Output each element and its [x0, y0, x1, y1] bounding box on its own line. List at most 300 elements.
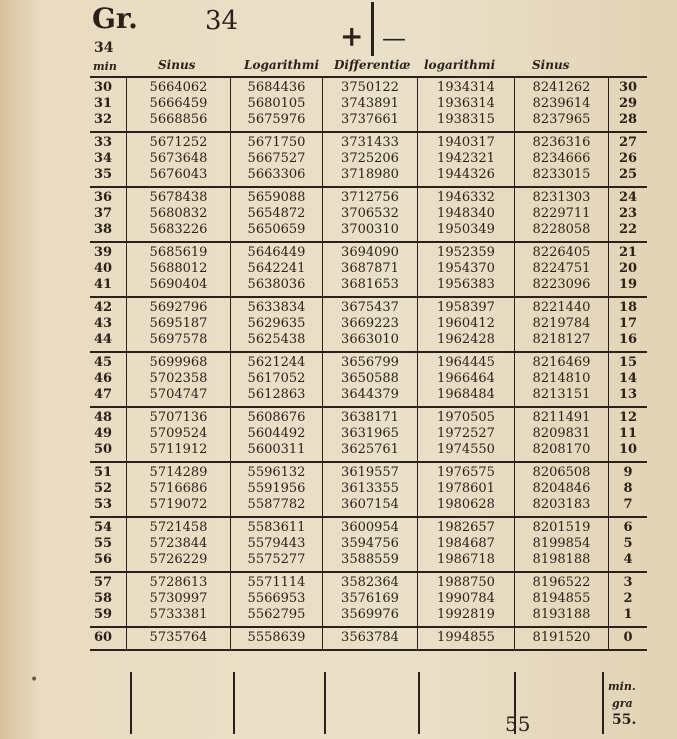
table-row: [90, 462, 647, 517]
table-cell-lr: [418, 352, 515, 407]
table-value: 1970505: [437, 410, 495, 425]
table-value: 5663306: [247, 167, 306, 182]
table-value: 5684436: [247, 80, 306, 95]
table-value: 5587782: [247, 497, 306, 512]
table-cell-lr: [418, 462, 515, 517]
corner-min-label: min: [93, 60, 117, 73]
table-cell-l: [231, 462, 323, 517]
table-value: 5600311: [247, 442, 306, 457]
table-value: 22: [618, 222, 638, 237]
table-cell-s: [127, 77, 231, 132]
table-value: 5668856: [149, 112, 208, 127]
table-cell-d: [323, 132, 418, 187]
table-value: 5697578: [149, 332, 208, 347]
table-value: 9: [623, 465, 633, 480]
table-value: 41: [94, 277, 113, 292]
table-value: 3712756: [341, 190, 399, 205]
footer-degree: 55.: [612, 712, 637, 728]
table-value: 3743891: [341, 96, 399, 111]
table-value: 3: [623, 575, 633, 590]
table-value: 40: [94, 261, 113, 276]
table-value: 3650588: [341, 371, 399, 386]
table-cell-lr: [418, 407, 515, 462]
table-cell-d: [323, 627, 418, 650]
col-sinus-right: Sinus: [532, 58, 570, 72]
table-value: 1946332: [437, 190, 495, 205]
table-value: 5692796: [149, 300, 208, 315]
table-value: 42: [94, 300, 113, 315]
table-value: 49: [94, 426, 113, 441]
table-value: 5671750: [247, 135, 306, 150]
table-row: [90, 407, 647, 462]
table-row: [90, 132, 647, 187]
table-value: 8209831: [532, 426, 591, 441]
table-value: 8241262: [532, 80, 591, 95]
table-row: [90, 517, 647, 572]
table-value: 3563784: [341, 630, 399, 645]
table-value: 8198188: [532, 552, 591, 567]
table-value: 8216469: [532, 355, 591, 370]
table-cell-l: [231, 132, 323, 187]
table-row: [90, 297, 647, 352]
table-value: 13: [618, 387, 638, 402]
table-value: 3582364: [341, 575, 399, 590]
table-cell-d: [323, 517, 418, 572]
table-cell-rm: [609, 627, 648, 650]
table-value: 3663010: [341, 332, 399, 347]
table-value: 28: [618, 112, 638, 127]
table-value: 29: [618, 96, 638, 111]
table-value: 5683226: [149, 222, 208, 237]
table-cell-m: [90, 627, 127, 650]
table-value: 1982657: [437, 520, 495, 535]
table-value: 5612863: [247, 387, 306, 402]
table-value: 1952359: [437, 245, 495, 260]
table-value: 5575277: [247, 552, 306, 567]
table-value: 5621244: [247, 355, 306, 370]
table-value: 5728613: [149, 575, 208, 590]
table-value: 3588559: [341, 552, 399, 567]
table-value: 1950349: [437, 222, 495, 237]
table-cell-d: [323, 407, 418, 462]
table-value: 8236316: [532, 135, 591, 150]
table-value: 1994855: [437, 630, 495, 645]
table-value: 1: [623, 607, 633, 622]
table-cell-sr: [515, 462, 609, 517]
table-value: 1948340: [437, 206, 495, 221]
table-cell-sr: [515, 407, 609, 462]
table-value: 8196522: [532, 575, 591, 590]
table-value: 5685619: [149, 245, 208, 260]
table-cell-s: [127, 627, 231, 650]
table-cell-l: [231, 407, 323, 462]
table-value: 5733381: [149, 607, 208, 622]
gr-label: Gr.: [92, 2, 138, 35]
table-value: 3700310: [341, 222, 399, 237]
table-value: 55: [94, 536, 113, 551]
table-value: 7: [623, 497, 633, 512]
table-value: 3638171: [341, 410, 399, 425]
table-value: 1974550: [437, 442, 495, 457]
table-value: 21: [618, 245, 638, 260]
table-cell-d: [323, 297, 418, 352]
table-value: 34: [94, 151, 113, 166]
table-value: 5699968: [149, 355, 208, 370]
table-cell-lr: [418, 572, 515, 627]
table-value: 1990784: [437, 591, 495, 606]
table-cell-l: [231, 242, 323, 297]
table-value: 5579443: [247, 536, 306, 551]
table-value: 1992819: [437, 607, 495, 622]
table-value: 5726229: [149, 552, 208, 567]
plus-sign: +: [340, 20, 364, 53]
table-value: 8193188: [532, 607, 591, 622]
minus-sign: —: [382, 24, 406, 52]
table-value: 5650659: [247, 222, 306, 237]
table-value: 6: [623, 520, 633, 535]
table-cell-d: [323, 187, 418, 242]
table-cell-m: [90, 352, 127, 407]
table-cell-lr: [418, 242, 515, 297]
table-value: 8237965: [532, 112, 591, 127]
table-value: 1942321: [437, 151, 495, 166]
table-value: 3718980: [341, 167, 399, 182]
table-cell-sr: [515, 242, 609, 297]
table-cell-rm: [609, 242, 648, 297]
col-sinus-left: Sinus: [158, 58, 196, 72]
table-value: 1984687: [437, 536, 495, 551]
table-value: 8233015: [532, 167, 591, 182]
table-value: 3731433: [341, 135, 399, 150]
table-value: 35: [94, 167, 113, 182]
col-differentiae: Differentiæ: [334, 58, 411, 72]
table-value: 5646449: [247, 245, 306, 260]
table-value: 14: [618, 371, 638, 386]
footer-min-label: min.: [608, 680, 636, 693]
table-value: 5617052: [247, 371, 306, 386]
table-value: 5604492: [247, 426, 306, 441]
table-cell-l: [231, 352, 323, 407]
table-value: 5719072: [149, 497, 208, 512]
degree-heading: 34: [205, 6, 239, 36]
table-value: 1956383: [437, 277, 495, 292]
tail-rule: [324, 672, 326, 734]
table-value: 1936314: [437, 96, 495, 111]
table-value: 5571114: [247, 575, 306, 590]
table-value: 26: [618, 151, 638, 166]
table-value: 5716686: [149, 481, 208, 496]
table-value: 5666459: [149, 96, 208, 111]
table-value: 5709524: [149, 426, 208, 441]
table-row: [90, 77, 647, 132]
table-cell-sr: [515, 132, 609, 187]
table-value: 5680832: [149, 206, 208, 221]
table-cell-m: [90, 407, 127, 462]
table-cell-rm: [609, 187, 648, 242]
table-value: 1976575: [437, 465, 495, 480]
table-value: 5608676: [247, 410, 306, 425]
table-value: 20: [618, 261, 638, 276]
table-value: 5714289: [149, 465, 208, 480]
table-value: 1972527: [437, 426, 495, 441]
table-value: 11: [618, 426, 638, 441]
table-value: 8229711: [532, 206, 591, 221]
table-value: 1980628: [437, 497, 495, 512]
table-value: 5695187: [149, 316, 208, 331]
table-value: 2: [623, 591, 633, 606]
table-value: 8191520: [532, 630, 591, 645]
tail-rule: [233, 672, 235, 734]
table-value: 10: [618, 442, 638, 457]
table-cell-rm: [609, 352, 648, 407]
table-value: 27: [618, 135, 638, 150]
table-cell-s: [127, 517, 231, 572]
table-value: 5680105: [247, 96, 306, 111]
table-value: 52: [94, 481, 113, 496]
table-value: 24: [618, 190, 638, 205]
table-value: 1958397: [437, 300, 495, 315]
table-value: 3694090: [341, 245, 399, 260]
table-value: 1988750: [437, 575, 495, 590]
table-row: [90, 572, 647, 627]
table-value: 8201519: [532, 520, 591, 535]
table-value: 57: [94, 575, 113, 590]
table-value: 1954370: [437, 261, 495, 276]
table-value: 3644379: [341, 387, 399, 402]
table-value: 31: [94, 96, 113, 111]
table-value: 5723844: [149, 536, 208, 551]
table-value: 58: [94, 591, 113, 606]
table-value: 33: [94, 135, 113, 150]
table-value: 5735764: [149, 630, 208, 645]
table-cell-d: [323, 572, 418, 627]
table-value: 3706532: [341, 206, 399, 221]
table-value: 23: [618, 206, 638, 221]
table-row: [90, 352, 647, 407]
table-value: 18: [618, 300, 638, 315]
table-cell-m: [90, 187, 127, 242]
table-cell-m: [90, 132, 127, 187]
table-value: 5629635: [247, 316, 306, 331]
table-value: 8204846: [532, 481, 591, 496]
table-value: 5659088: [247, 190, 306, 205]
table-cell-s: [127, 572, 231, 627]
table-value: 51: [94, 465, 113, 480]
table-cell-sr: [515, 627, 609, 650]
corner-degree: 34: [94, 40, 114, 56]
table-cell-lr: [418, 132, 515, 187]
table-value: 8214810: [532, 371, 591, 386]
table-cell-rm: [609, 407, 648, 462]
table-value: 8224751: [532, 261, 591, 276]
table-cell-m: [90, 572, 127, 627]
table-value: 30: [94, 80, 113, 95]
table-value: 17: [618, 316, 638, 331]
table-value: 47: [94, 387, 113, 402]
col-logarithmi-right: logarithmi: [424, 58, 496, 72]
table-cell-rm: [609, 132, 648, 187]
table-value: 32: [94, 112, 113, 127]
table-value: 5642241: [247, 261, 306, 276]
table-value: 8231303: [532, 190, 591, 205]
table-row: [90, 627, 647, 650]
table-value: 48: [94, 410, 113, 425]
table-cell-m: [90, 77, 127, 132]
table-value: 30: [618, 80, 638, 95]
table-value: 5730997: [149, 591, 208, 606]
table-value: 5702358: [149, 371, 208, 386]
table-value: 3675437: [341, 300, 399, 315]
table-value: 4: [623, 552, 633, 567]
table-value: 8199854: [532, 536, 591, 551]
table-value: 1938315: [437, 112, 495, 127]
table-cell-sr: [515, 77, 609, 132]
table-value: 5558639: [247, 630, 306, 645]
table-value: 45: [94, 355, 113, 370]
table-value: 8223096: [532, 277, 591, 292]
table-value: 3607154: [341, 497, 399, 512]
table-cell-s: [127, 462, 231, 517]
table-value: 8226405: [532, 245, 591, 260]
table-value: 1940317: [437, 135, 495, 150]
table-value: 3656799: [341, 355, 399, 370]
table-value: 19: [618, 277, 638, 292]
table-value: 5721458: [149, 520, 208, 535]
table-value: 1934314: [437, 80, 495, 95]
table-value: 5583611: [247, 520, 306, 535]
table-value: 3600954: [341, 520, 399, 535]
table-cell-l: [231, 187, 323, 242]
table-value: 5688012: [149, 261, 208, 276]
table-cell-sr: [515, 352, 609, 407]
table-value: 8221440: [532, 300, 591, 315]
table-value: 8213151: [532, 387, 591, 402]
table-value: 8239614: [532, 96, 591, 111]
table-value: 5562795: [247, 607, 306, 622]
table-value: 5711912: [149, 442, 208, 457]
table-value: 5654872: [247, 206, 306, 221]
table-value: 1978601: [437, 481, 495, 496]
table-value: 43: [94, 316, 113, 331]
table-value: 39: [94, 245, 113, 260]
tail-rule: [418, 672, 420, 734]
table-cell-sr: [515, 517, 609, 572]
table-cell-rm: [609, 297, 648, 352]
table-value: 5704747: [149, 387, 208, 402]
table-value: 5667527: [247, 151, 306, 166]
page-number: 55: [505, 712, 531, 736]
table-cell-s: [127, 187, 231, 242]
table-value: 5671252: [149, 135, 208, 150]
table-value: 8228058: [532, 222, 591, 237]
table-value: 5625438: [247, 332, 306, 347]
table-cell-lr: [418, 517, 515, 572]
table-value: 3725206: [341, 151, 399, 166]
table-value: 8208170: [532, 442, 591, 457]
table-value: 3619557: [341, 465, 399, 480]
footer-gra-label: gra: [612, 697, 633, 710]
table-value: 60: [94, 630, 113, 645]
table-cell-rm: [609, 572, 648, 627]
table-cell-s: [127, 352, 231, 407]
table-value: 8218127: [532, 332, 591, 347]
table-cell-l: [231, 572, 323, 627]
table-value: 8203183: [532, 497, 591, 512]
table-value: 8234666: [532, 151, 591, 166]
sign-divider: [371, 2, 374, 56]
table-row: [90, 242, 647, 297]
table-cell-rm: [609, 517, 648, 572]
table-cell-d: [323, 352, 418, 407]
table-value: 3613355: [341, 481, 399, 496]
table-cell-l: [231, 297, 323, 352]
table-cell-s: [127, 297, 231, 352]
table-value: 54: [94, 520, 113, 535]
table-value: 59: [94, 607, 113, 622]
table-value: 5633834: [247, 300, 306, 315]
table-value: 1962428: [437, 332, 495, 347]
table-value: 3750122: [341, 80, 399, 95]
table-value: 5673648: [149, 151, 208, 166]
table-value: 16: [618, 332, 638, 347]
table-value: 3569976: [341, 607, 399, 622]
table-value: 5707136: [149, 410, 208, 425]
table-value: 12: [618, 410, 638, 425]
margin-mark: •: [30, 672, 39, 688]
table-cell-s: [127, 407, 231, 462]
table-value: 5675976: [247, 112, 306, 127]
table-value: 5566953: [247, 591, 306, 606]
table-value: 5638036: [247, 277, 306, 292]
table-cell-lr: [418, 77, 515, 132]
table-cell-l: [231, 517, 323, 572]
table-cell-l: [231, 627, 323, 650]
table-cell-m: [90, 242, 127, 297]
table-value: 1986718: [437, 552, 495, 567]
table-cell-m: [90, 297, 127, 352]
table-cell-d: [323, 462, 418, 517]
table-value: 3576169: [341, 591, 399, 606]
table-value: 5690404: [149, 277, 208, 292]
table-value: 1968484: [437, 387, 495, 402]
tail-rule: [130, 672, 132, 734]
table-value: 3594756: [341, 536, 399, 551]
table-cell-d: [323, 242, 418, 297]
table-cell-s: [127, 132, 231, 187]
table-row: [90, 187, 647, 242]
table-cell-d: [323, 77, 418, 132]
table-cell-m: [90, 462, 127, 517]
table-cell-lr: [418, 627, 515, 650]
table-cell-rm: [609, 462, 648, 517]
table-cell-rm: [609, 77, 648, 132]
table-value: 5678438: [149, 190, 208, 205]
table-value: 3625761: [341, 442, 399, 457]
table-cell-sr: [515, 572, 609, 627]
table-value: 5591956: [247, 481, 306, 496]
table-value: 5664062: [149, 80, 208, 95]
table-value: 44: [94, 332, 113, 347]
table-cell-l: [231, 77, 323, 132]
table-value: 50: [94, 442, 113, 457]
table-value: 8219784: [532, 316, 591, 331]
tail-rule: [602, 672, 604, 734]
table-value: 53: [94, 497, 113, 512]
table-value: 3681653: [341, 277, 399, 292]
table-cell-lr: [418, 297, 515, 352]
table-value: 56: [94, 552, 113, 567]
table-value: 15: [618, 355, 638, 370]
